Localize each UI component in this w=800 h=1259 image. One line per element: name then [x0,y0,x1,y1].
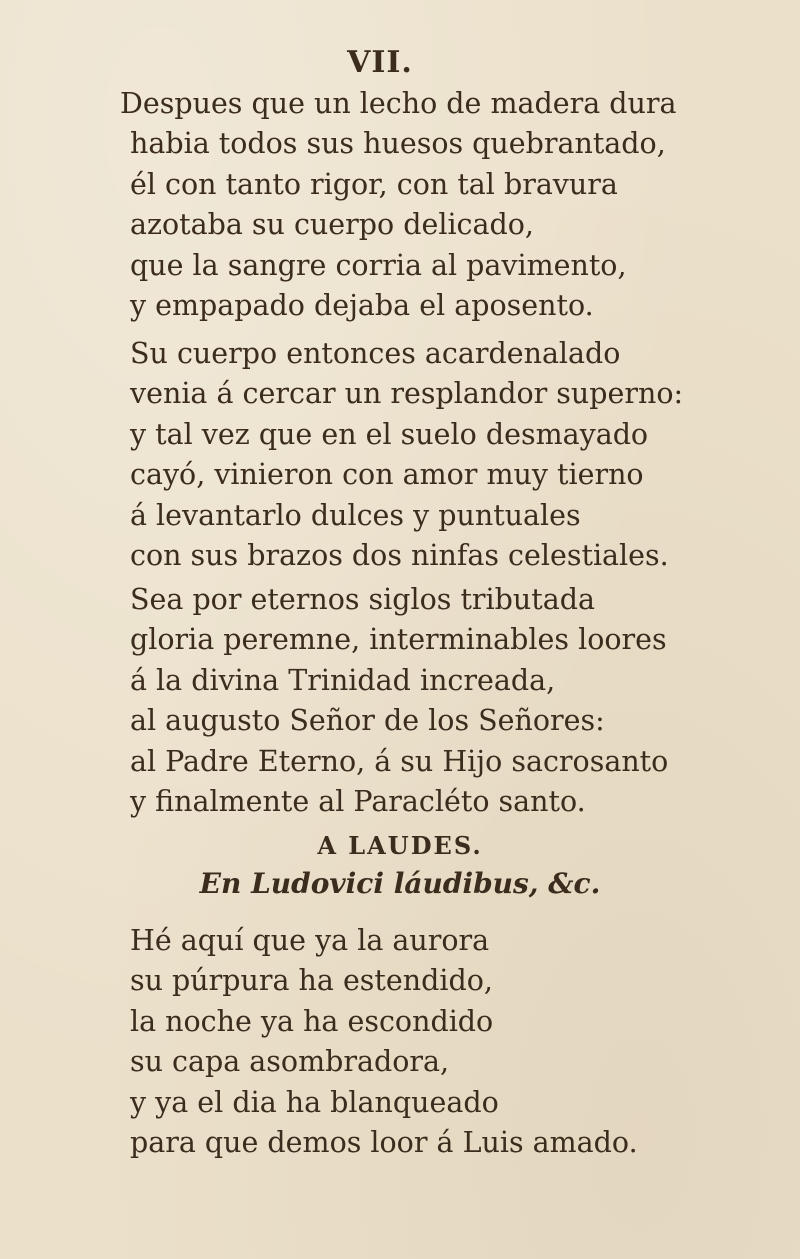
verse-line: y tal vez que en el suelo desmayado [130,417,649,451]
stanza-3 [130,580,668,822]
verse-line: y ya el dia ha blanqueado [130,1085,499,1119]
verse-line: azotaba su cuerpo delicado, [130,208,534,242]
verse-line: al Padre Eterno, á su Hijo sacrosanto [130,744,669,778]
verse-line: Sea por eternos siglos tributada [130,583,595,616]
verse-line: él con tanto rigor, con tal bravura [130,167,618,201]
verse-line: Su cuerpo entonces acardenalado [130,337,621,370]
verse-line: y finalmente al Paracléto santo. [130,784,586,818]
verse-line: la noche ya ha escondido [130,1004,494,1038]
verse-line: con sus brazos dos ninfas celestiales. [130,538,669,572]
verse-line: á levantarlo dulces y puntuales [130,498,581,532]
section-title: A LAUDES. [317,831,483,860]
stanza-4 [130,921,638,1163]
verse-line: cayó, vinieron con amor muy tierno [130,458,644,492]
verse-line: Despues que un lecho de madera dura [120,87,677,120]
verse-line: para que demos loor á Luis amado. [130,1125,638,1159]
section-subtitle: En Ludovici láudibus, &c. [199,867,601,900]
verse-line: que la sangre corria al pavimento, [130,248,627,282]
verse-line: habia todos sus huesos quebrantado, [130,127,666,161]
verse-line: y empapado dejaba el aposento. [130,288,594,322]
verse-line: venia á cercar un resplandor superno: [130,377,684,411]
stanza-number-heading: VII. [347,45,413,80]
verse-line: á la divina Trinidad increada, [130,663,556,697]
verse-line: Hé aquí que ya la aurora [130,924,490,957]
verse-line: al augusto Señor de los Señores: [130,704,605,738]
stanza-2 [130,334,683,576]
verse-line: su capa asombradora, [130,1045,450,1079]
verse-line: gloria peremne, interminables loores [130,623,667,657]
verse-line: su púrpura ha estendido, [130,964,493,998]
stanza-1 [120,84,677,326]
